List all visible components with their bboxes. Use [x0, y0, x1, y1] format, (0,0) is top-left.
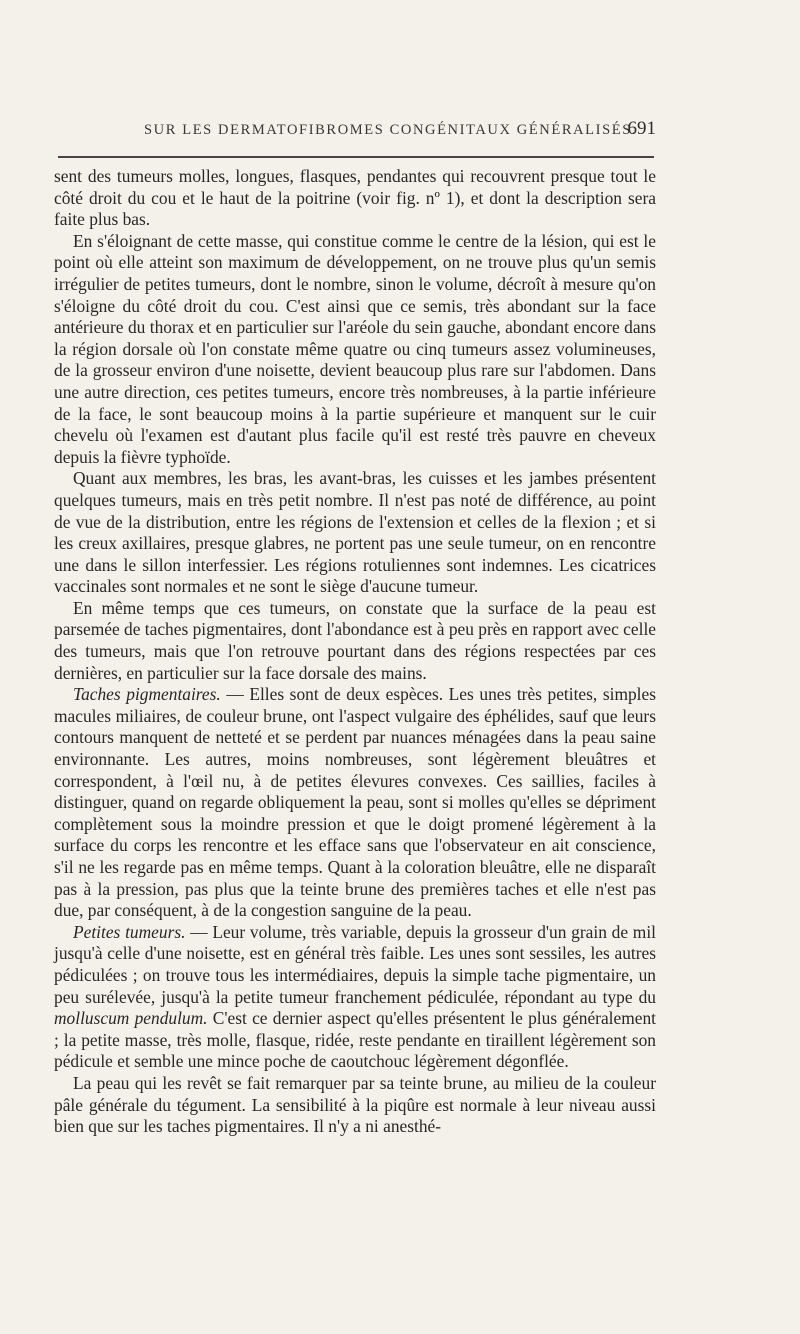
paragraph-7: La peau qui les revêt se fait remarquer par sa teinte brune, au milieu de la couleur pâle générale du tégument. La sensibilité à la piqûre est normale à leur niveau aussi bien que sur les taches pigmentaires. Il n'y a ni anesthé-: [54, 1072, 656, 1137]
running-title: SUR LES DERMATOFIBROMES CONGÉNITAUX GÉNÉRALISÉS.: [144, 122, 638, 138]
paragraph-6-text-b: C'est ce dernier aspect qu'elles présentent le plus généralement ; la petite masse, très molle, flasque, ridée, reste pendante en tiraillent légèrement son pédicule et semble une mince poche de caoutchouc légèrement dégonflée.: [54, 1008, 657, 1072]
paragraph-1: sent des tumeurs molles, longues, flasques, pendantes qui recouvrent presque tout le côté droit du cou et le haut de la poitrine (voir fig. nº 1), et dont la description sera faite plus bas.: [54, 166, 656, 230]
section-heading-taches: Taches pigmentaires.: [73, 684, 221, 705]
section-heading-tumeurs: Petites tumeurs.: [73, 921, 186, 942]
paragraph-2: En s'éloignant de cette masse, qui constitue comme le centre de la lésion, qui est le point où elle atteint son maximum de développement, on ne trouve plus qu'un semis irrégulier de petites tumeurs, dont le nombre, sinon le volume, décroît à mesure qu'on s'éloigne du côté droit du cou. C'est ainsi que ce semis, très abondant sur la face antérieure du thorax et en particulier sur l'aréole du sein gauche, abondant encore dans la région dorsale où l'on constate même quatre ou cinq tumeurs assez volumineuses, de la grosseur environ d'une noisette, devient beaucoup plus rare sur l'abdomen. Dans une autre direction, ces petites tumeurs, encore très nombreuses, à la partie inférieure de la face, le sont beaucoup moins à la partie supérieure et manquent sur le cuir chevelu où l'examen est d'autant plus facile qu'il est resté très pauvre en cheveux depuis la fièvre typhoïde.: [54, 230, 656, 467]
molluscum-term: molluscum pendulum.: [54, 1008, 208, 1029]
body-text: [54, 166, 656, 1138]
paragraph-6: [54, 922, 656, 1073]
header-rule: [58, 156, 654, 158]
paragraph-4: En même temps que ces tumeurs, on constate que la surface de la peau est parsemée de taches pigmentaires, dont l'abondance est à peu près en rapport avec celle des tumeurs, mais que l'on retrouve pourtant dans des régions respectées par ces dernières, en particulier sur la face dorsale des mains.: [54, 597, 656, 683]
paragraph-5-text: — Elles sont de deux espèces. Les unes très petites, simples macules miliaires, de couleur brune, ont l'aspect vulgaire des éphélides, sauf que leurs contours manquent de netteté et se perdent par nuances ménagées dans la peau saine environnante. Les autres, moins nombreuses, sont légèrement bleuâtres et correspondent, à l'œil nu, à de petites élevures convexes. Ces saillies, faciles à distinguer, quand on regarde obliquement la peau, sont si molles qu'elles se dépriment complètement sous la moindre pression et que le doigt promené légèrement à la surface du corps les rencontre et les efface sans que l'observateur en ait conscience, s'il ne les regarde pas en même temps. Quant à la coloration bleuâtre, elle ne disparaît pas à la pression, pas plus que la teinte brune des premières taches et elle n'est pas due, par conséquent, à de la congestion sanguine de la peau.: [54, 684, 656, 921]
paragraph-6-text-a: — Leur volume, très variable, depuis la grosseur d'un grain de mil jusqu'à celle d'une noisette, est en général très faible. Les unes sont sessiles, les autres pédiculées ; on trouve tous les intermédiaires, depuis la simple tache pigmentaire, un peu surélevée, jusqu'à la petite tumeur franchement pédiculée, répondant au type du: [54, 921, 656, 1007]
paragraph-5: [54, 684, 656, 922]
page-number: 691: [627, 118, 656, 139]
page-header: [54, 118, 656, 148]
paragraph-3: Quant aux membres, les bras, les avant-bras, les cuisses et les jambes présentent quelques tumeurs, mais en très petit nombre. Il n'est pas noté de différence, au point de vue de la distribution, entre les régions de l'extension et celles de la flexion ; et si les creux axillaires, presque glabres, ne portent pas une seule tumeur, on en rencontre une dans le sillon interfessier. Les régions rotuliennes sont indemnes. Les cicatrices vaccinales sont normales et ne sont le siège d'aucune tumeur.: [54, 468, 656, 597]
